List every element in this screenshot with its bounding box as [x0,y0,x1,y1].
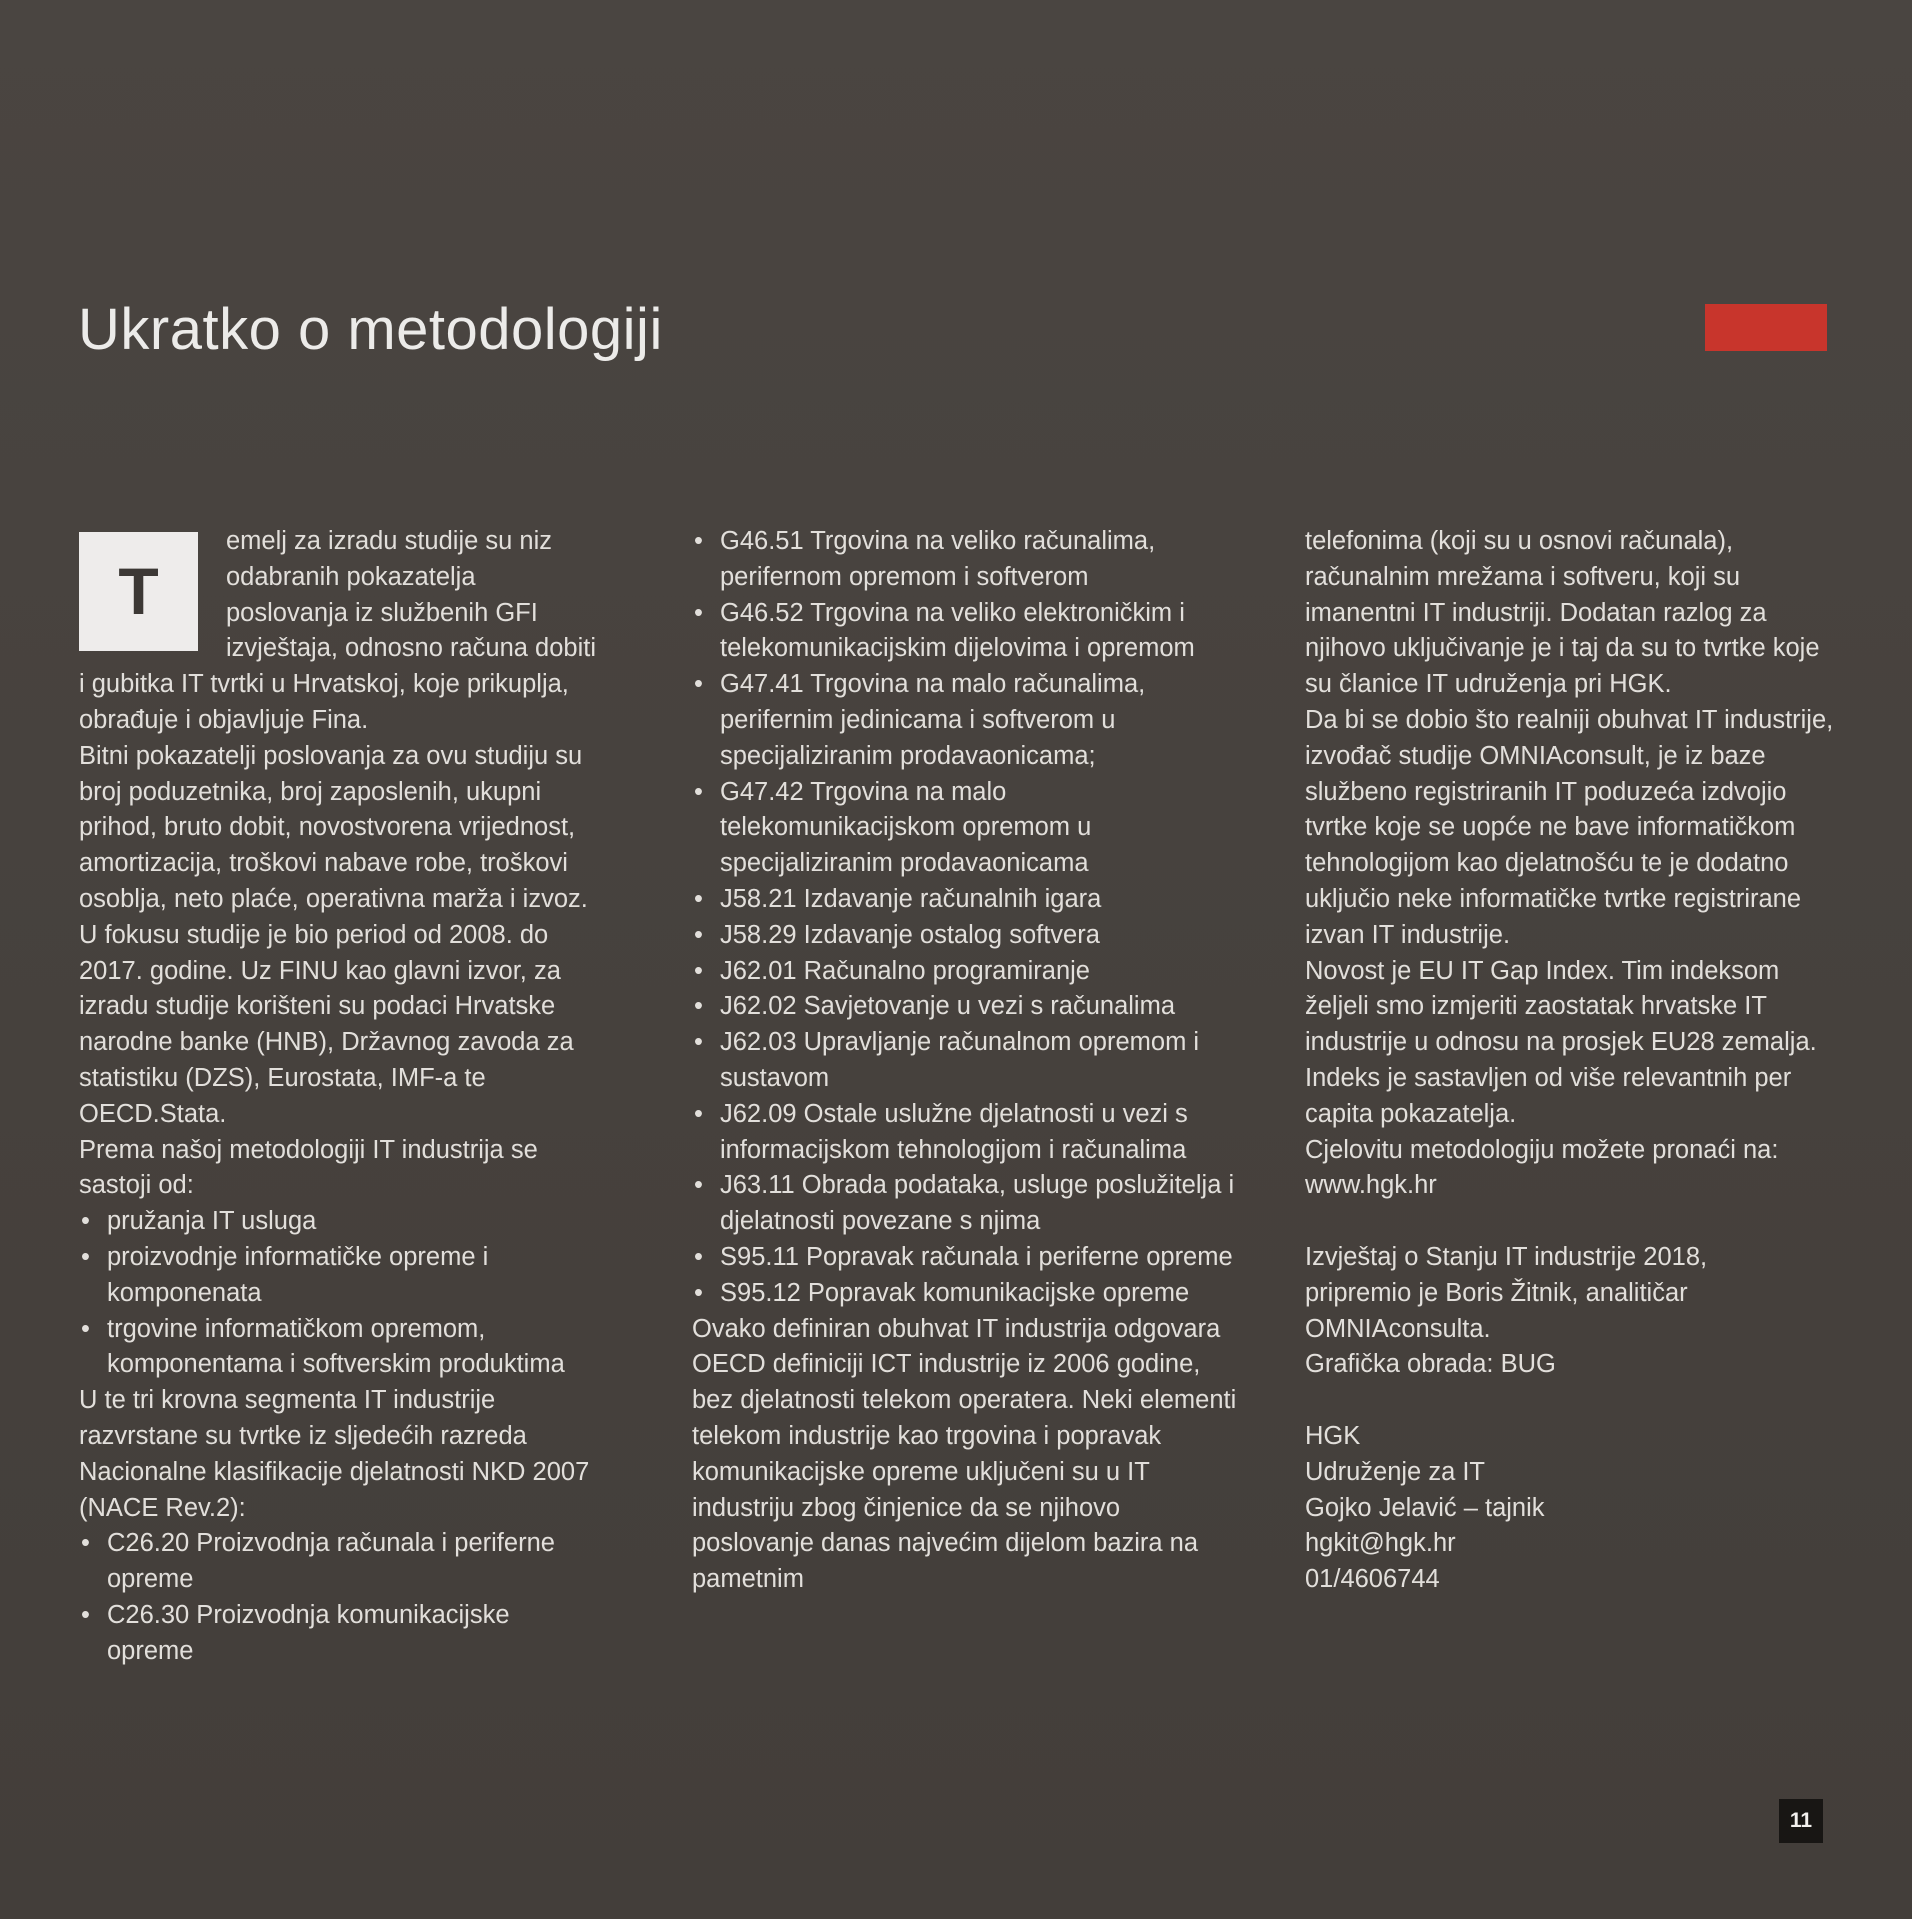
list-item: • G47.42 Trgovina na malo telekomunikacijskom opremom u specijaliziranim prodavaonicama [692,775,1237,882]
contact-phone: 01/4606744 [1305,1565,1440,1594]
nkd-list-part-2 [692,524,1237,1312]
list-item: • S95.11 Popravak računala i periferne opreme [692,1240,1237,1276]
continuation-paragraph: telefonima (koji su u osnovi računala), računalnim mrežama i softveru, koji su imanentni IT industriji. Dodatan razlog za njihovo uključivanje je i taj da su to tvrtke koje su članice IT udruženja pri HGK. [1305,527,1820,699]
website-paragraph: Cjelovitu metodologiju možete pronaći na: www.hgk.hr [1305,1135,1779,1200]
list-item: • J62.02 Savjetovanje u vezi s računalima [692,989,1237,1025]
column-3 [1305,524,1845,1598]
list-item: • J62.09 Ostale uslužne djelatnosti u vezi s informacijskom tehnologijom i računalima [692,1097,1237,1169]
list-item: • S95.12 Popravak komunikacijske opreme [692,1276,1237,1312]
intro-paragraph: emelj za izradu studije su niz odabranih pokazatelja poslovanja iz službenih GFI izvještaja, odnosno računa dobiti i gubitka IT tvrtki u Hrvatskoj, koje prikuplja, obrađuje i objavljuje Fina. [79,527,596,734]
red-accent-bar [1705,304,1827,351]
list-item: • J62.01 Računalno programiranje [692,954,1237,990]
drop-cap: T [79,532,198,651]
list-item: • C26.20 Proizvodnja računala i periferne opreme [79,1526,599,1598]
list-item: • J62.03 Upravljanje računalnom opremom i sustavom [692,1025,1237,1097]
scope-paragraph: Da bi se dobio što realniji obuhvat IT industrije, izvođač studije OMNIAconsult, je iz baze službeno registriranih IT poduzeća izdvojio tvrtke koje se uopće ne bave informatičkom tehnologijom kao djelatnošću te je dodatno uključio neke informatičke tvrtke registrirane izvan IT industrije. [1305,705,1834,949]
column-1 [79,524,599,1670]
list-item: • pružanja IT usluga [79,1204,599,1240]
list-item: • J58.29 Izdavanje ostalog softvera [692,918,1237,954]
oecd-paragraph: Ovako definiran obuhvat IT industrija odgovara OECD definiciji ICT industrije iz 2006 godine, bez djelatnosti telekom operatera. Neki elementi telekom industrije kao trgovina i popravak komunikacijske opreme uključeni su u IT industriju zbog činjenice da se njihovo poslovanje danas najvećim dijelom bazira na pametnim [692,1314,1237,1594]
list-item: • proizvodnje informatičke opreme i komponenata [79,1240,599,1312]
list-item: • trgovine informatičkom opremom, komponentama i softverskim produktima [79,1312,599,1384]
list-item: • J63.11 Obrada podataka, usluge poslužitelja i djelatnosti povezane s njima [692,1168,1237,1240]
list-item: • G46.51 Trgovina na veliko računalima, perifernom opremom i softverom [692,524,1237,596]
gap-index-paragraph: Novost je EU IT Gap Index. Tim indeksom željeli smo izmjeriti zaostatak hrvatske IT industrije u odnosu na prosjek EU28 zemalja. Indeks je sastavljen od više relevantnih per capita pokazatelja. [1305,956,1817,1128]
contact-email: hgkit@hgk.hr [1305,1529,1456,1558]
list-item: • C26.30 Proizvodnja komunikacijske opreme [79,1598,599,1670]
period-paragraph: U fokusu studije je bio period od 2008. do 2017. godine. Uz FINU kao glavni izvor, za izradu studije korišteni su podaci Hrvatske narodne banke (HNB), Državnog zavoda za statistiku (DZS), Eurostata, IMF-a te OECD.Stata. [79,920,574,1128]
classification-paragraph: U te tri krovna segmenta IT industrije razvrstane su tvrtke iz sljedećih razreda Nacionalne klasifikacije djelatnosti NKD 2007 (NACE Rev.2): [79,1386,590,1522]
nkd-list-part-1 [79,1526,599,1669]
contact-line: HGK [1305,1421,1361,1450]
credits-line: OMNIAconsulta. [1305,1314,1491,1343]
contact-line: Gojko Jelavić – tajnik [1305,1493,1545,1522]
segments-list [79,1204,599,1383]
list-item: • G47.41 Trgovina na malo računalima, perifernim jedinicama i softverom u specijaliziranim prodavaonicama; [692,667,1237,774]
credits-line: Grafička obrada: BUG [1305,1350,1556,1379]
indicators-paragraph: Bitni pokazatelji poslovanja za ovu studiju su broj poduzetnika, broj zaposlenih, ukupni prihod, bruto dobit, novostvorena vrijednost, amortizacija, troškovi nabave robe, troškovi osoblja, neto plaće, operativna marža i izvoz. [79,741,588,913]
list-item: • G46.52 Trgovina na veliko elektroničkim i telekomunikacijskim dijelovima i opremom [692,596,1237,668]
column-2 [692,524,1237,1598]
list-item: • J58.21 Izdavanje računalnih igara [692,882,1237,918]
page-title: Ukratko o metodologiji [78,297,663,362]
credits-line: Izvještaj o Stanju IT industrije 2018, [1305,1242,1708,1271]
contact-line: Udruženje za IT [1305,1457,1485,1486]
methodology-paragraph: Prema našoj metodologiji IT industrija se sastoji od: [79,1135,538,1200]
page-number: 11 [1779,1799,1823,1843]
credits-line: pripremio je Boris Žitnik, analitičar [1305,1278,1688,1307]
